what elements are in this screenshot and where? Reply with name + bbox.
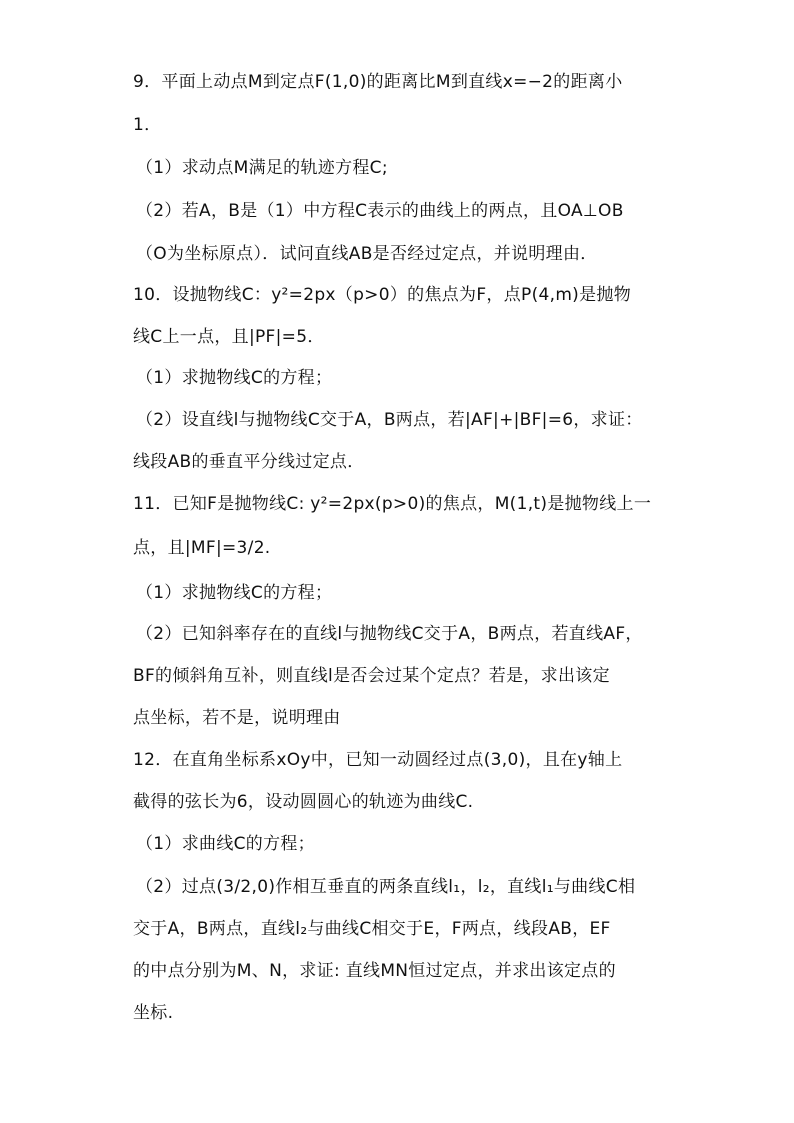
problem-9-part-1: （1）求动点M满足的轨迹方程C; xyxy=(136,158,388,178)
problem-11-line-2: 点，且|MF|=3/2. xyxy=(133,538,271,558)
problem-12-line-2: 截得的弦长为6，设动圆圆心的轨迹为曲线C. xyxy=(133,792,474,812)
problem-11-part-2: （2）已知斜率存在的直线l与抛物线C交于A，B两点，若直线AF， xyxy=(136,624,643,644)
problem-12-part-2-end: 坐标. xyxy=(133,1003,174,1023)
problem-10-part-2: （2）设直线l与抛物线C交于A，B两点，若|AF|+|BF|=6，求证： xyxy=(136,410,643,430)
problem-11-part-2-cont: BF的倾斜角互补，则直线l是否会过某个定点？若是，求出该定 xyxy=(133,666,610,686)
problem-9-line-2: 1． xyxy=(133,115,162,135)
problem-12-part-2-cont: 交于A，B两点，直线l₂与曲线C相交于E，F两点，线段AB，EF xyxy=(133,919,611,939)
problem-12-part-2-cont-2: 的中点分别为M、N，求证: 直线MN恒过定点，并求出该定点的 xyxy=(133,961,616,981)
problem-9-part-2-cont: （O为坐标原点）．试问直线AB是否经过定点，并说明理由． xyxy=(136,244,598,264)
problem-10-part-2-cont: 线段AB的垂直平分线过定点． xyxy=(133,452,365,472)
problem-9-part-2: （2）若A，B是（1）中方程C表示的曲线上的两点，且OA⊥OB xyxy=(136,201,624,221)
problem-10-line-2: 线C上一点，且|PF|=5． xyxy=(133,327,325,347)
problem-11-part-1: （1）求抛物线C的方程； xyxy=(136,583,333,603)
problem-11-line-1: 11．已知F是抛物线C: y²=2px(p>0)的焦点，M(1,t)是抛物线上一 xyxy=(133,494,652,514)
problem-12-part-2: （2）过点(3/2,0)作相互垂直的两条直线l₁，l₂，直线l₁与曲线C相 xyxy=(136,877,636,897)
problem-9-line-1: 9．平面上动点M到定点F(1,0)的距离比M到直线x=−2的距离小 xyxy=(133,72,623,92)
problem-12-part-1: （1）求曲线C的方程； xyxy=(136,834,315,854)
problem-10-part-1: （1）求抛物线C的方程； xyxy=(136,368,333,388)
problem-10-line-1: 10．设抛物线C：y²=2px（p>0）的焦点为F，点P(4,m)是抛物 xyxy=(133,285,632,305)
problem-12-line-1: 12．在直角坐标系xOy中，已知一动圆经过点(3,0)，且在y轴上 xyxy=(133,750,623,770)
problem-11-part-2-end: 点坐标，若不是，说明理由 xyxy=(133,708,341,728)
